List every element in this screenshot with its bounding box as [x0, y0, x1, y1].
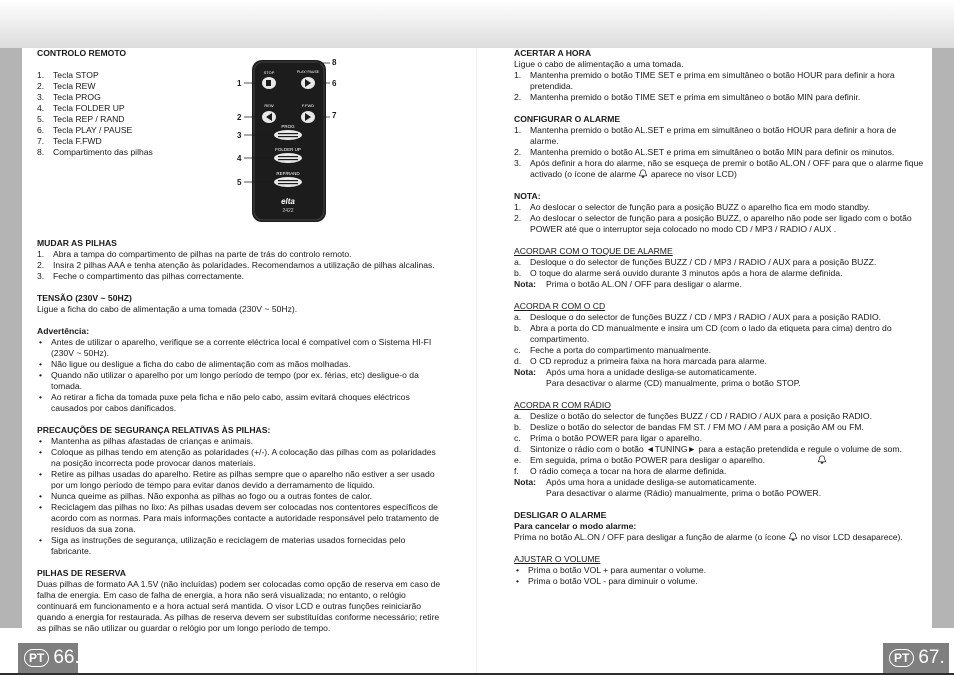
callout-1: 1 [237, 79, 242, 88]
list-item: b. O toque do alarme será ouvido durante 3 minutos após a hora de alarme definida. [514, 268, 843, 278]
time-title: ACERTAR A HORA [514, 48, 592, 58]
list-item: • Quando não utilizar o aparelho por um longo período de tempo (por ex. férias, etc) desligue-o da tomada. [39, 370, 419, 391]
safety-title: PRECAUÇÕES DE SEGURANÇA RELATIVAS ÀS PILHAS: [37, 425, 271, 435]
folder-key-label: FOLDER UP [275, 147, 301, 152]
list-item: 1. Mantenha premido o botão TIME SET e prima em simultâneo o botão HOUR para definir a hora pretendida. [514, 70, 895, 91]
buzz-note: Nota: Prima o botão AL.ON / OFF para desligar o alarme. [514, 279, 742, 289]
right-page-content [514, 48, 924, 587]
stop-key-label: STOP [263, 70, 275, 75]
callout-7: 7 [332, 111, 337, 120]
batteries-list [37, 249, 447, 282]
list-item: 3. Após definir a hora do alarme, não se esqueça de premir o botão AL.ON / OFF para que o alarme fique activado (o ícone de alarme aparece no visor LCD) [514, 158, 924, 179]
voltage-title: TENSÃO (230V ~ 50HZ) [37, 293, 132, 303]
list-item: • Nunca queime as pilhas. Não exponha as pilhas ao fogo ou a outras fontes de calor. [39, 491, 373, 501]
radio-list [514, 411, 924, 477]
note-title: NOTA: [514, 191, 541, 201]
list-item: b. Deslize o botão do selector de bandas FM ST. / FM MO / AM para a posição AM ou FM. [514, 422, 864, 432]
list-item: 4. Tecla FOLDER UP [37, 103, 125, 113]
note-list [514, 202, 924, 235]
voltage-text: Ligue a ficha do cabo de alimentação a uma tomada (230V ~ 50Hz). [37, 304, 298, 314]
alarm-bell-icon [788, 532, 798, 541]
vol-list [514, 565, 924, 587]
list-item: a. Desloque o do selector de funções BUZZ / CD / MP3 / RADIO / AUX para a posição RADIO. [514, 312, 882, 322]
list-item: 1. Tecla STOP [37, 70, 99, 80]
right-margin-bar [932, 48, 954, 628]
list-item: • Prima o botão VOL + para aumentar o volume. [516, 565, 707, 575]
remote-control-illustration [230, 52, 350, 230]
header-band [0, 0, 954, 48]
list-item: d. Sintonize o rádio com o botão ◄TUNING► para a estação pretendida e regule o volume de som. [514, 444, 902, 454]
off-title: DESLIGAR O ALARME [514, 510, 607, 520]
list-item: • Mantenha as pilhas afastadas de crianças e animais. [39, 436, 254, 446]
list-item: 3. Feche o compartimento das pilhas correctamente. [37, 271, 245, 281]
time-list [514, 70, 924, 103]
list-item: • Não ligue ou desligue a ficha do cabo de alimentação com as mãos molhadas. [39, 359, 351, 369]
list-item: 5. Tecla REP / RAND [37, 114, 125, 124]
list-item: b. Abra a porta do CD manualmente e insira um CD (com o lado da etiqueta para cima) dentro do compartimento. [514, 323, 892, 344]
left-margin-bar [0, 48, 22, 628]
language-badge: PT [889, 649, 914, 667]
cd-note: Nota: Após uma hora a unidade desliga-se automaticamente. Para desactivar o alarme (CD) manualmente, prima o botão STOP. [514, 367, 801, 388]
list-item: 7. Tecla F.FWD [37, 136, 102, 146]
page-number-left [18, 643, 78, 673]
list-item: 2. Mantenha premido o botão AL.SET e prima em simultâneo o botão MIN para definir os minutos. [514, 147, 895, 157]
list-item: 3. Tecla PROG [37, 92, 101, 102]
off-subtitle: Para cancelar o modo alarme: [514, 521, 637, 531]
list-item: e. Em seguida, prima o botão POWER para desligar o aparelho. [514, 455, 924, 466]
warning-title: Advertência: [37, 326, 90, 336]
radio-note: Nota: Após uma hora a unidade desliga-se automaticamente. Para desactivar o alarme (Rádio) manualmente, prima o botão POWER. [514, 477, 822, 498]
list-item: d. O CD reproduz a primeira faixa na hora marcada para alarme. [514, 356, 767, 366]
callout-4: 4 [237, 154, 242, 163]
backup-title: PILHAS DE RESERVA [37, 568, 126, 578]
ffwd-key-label: F.FWD [301, 103, 315, 108]
alarm-title: CONFIGURAR O ALARME [514, 114, 621, 124]
page-number: 67. [918, 647, 945, 668]
list-item: 1. Abra a tampa do compartimento de pilhas na parte de trás do controlo remoto. [37, 249, 352, 259]
list-item: 2. Insira 2 pilhas AAA e tenha atenção às polaridades. Recomendamos a utilização de pilhas alcalinas. [37, 260, 435, 270]
buzz-title: ACORDAR COM O TOQUE DE ALARME [514, 246, 673, 256]
list-item: • Reciclagem das pilhas no lixo: As pilhas usadas devem ser colocadas nos contentores específicos de acordo com as normas. Para mais informações contacte a autoridade responsável pelo tratamento de resíduos da sua zona. [39, 502, 439, 534]
list-item: 2. Ao deslocar o selector de função para a posição BUZZ, o aparelho não pode ser ligado com o botão POWER até que o interruptor seja colocado no modo CD / MP3 / RADIO / AUX . [514, 213, 912, 234]
callout-8: 8 [332, 58, 337, 67]
alarm-bell-icon [817, 455, 827, 464]
list-item: f. O rádio começa a tocar na hora de alarme definida. [514, 466, 727, 476]
list-item: 6. Tecla PLAY / PAUSE [37, 125, 133, 135]
cd-title: ACORDA R COM O CD [514, 301, 606, 311]
remote-title: CONTROLO REMOTO [37, 48, 127, 58]
list-item: • Retire as pilhas usadas do aparelho. Retire as pilhas sempre que o aparelho não estiver a ser usado por um longo período de tempo para evitar danos devido a derramamento de líquido. [39, 469, 435, 490]
page-number-right [883, 643, 949, 673]
list-item: a. Desloque o do selector de funções BUZZ / CD / MP3 / RADIO / AUX para a posição BUZZ. [514, 257, 877, 267]
list-item: • Prima o botão VOL - para diminuir o volume. [516, 576, 698, 586]
list-item: • Ao retirar a ficha da tomada puxe pela ficha e não pelo cabo, assim evitará choques eléctricos causados por cabos danificados. [39, 392, 410, 413]
language-badge: PT [24, 649, 49, 667]
play-key-label: PLAY/ PAUSE [296, 70, 320, 74]
list-item: • Antes de utilizar o aparelho, verifique se a corrente eléctrica local é compatível com o Sistema HI-FI (230V ~ 50Hz). [39, 337, 432, 358]
alarm-list [514, 125, 924, 180]
prog-key-label: PROG [281, 124, 295, 129]
page-gutter [476, 48, 477, 675]
backup-text: Duas pilhas de formato AA 1.5V (não incluídas) podem ser colocadas como opção de reserva em caso de falha de energia. Em caso de falha de energia, a hora não será visualizada; no entanto, o relógio continuará em funcionamento e a hora actual será mantida. O visor LCD e outras funções reiniciarão quando a energia for restaurada. As pilhas de reserva devem ser substituídas conforme necessário; retire as pilhas se não utilizar ou guardar o relógio por um longo período de tempo. [37, 579, 441, 633]
list-item: 2. Tecla REW [37, 81, 96, 91]
page-number: 66. [53, 647, 80, 668]
rep-key-label: REP/RAND [276, 171, 300, 176]
buzz-list [514, 257, 924, 279]
callout-6: 6 [332, 79, 337, 88]
alarm-bell-icon [638, 169, 648, 178]
safety-list [37, 436, 447, 557]
callout-5: 5 [237, 178, 242, 187]
off-text: Prima no botão AL.ON / OFF para desligar a função de alarme (o ícone no visor LCD desaparece). [514, 532, 903, 542]
list-item: 1. Ao deslocar o selector de função para a posição BUZZ o aparelho fica em modo standby. [514, 202, 870, 212]
batteries-title: MUDAR AS PILHAS [37, 238, 117, 248]
callout-3: 3 [237, 131, 242, 140]
brand-logo: elta [281, 197, 295, 206]
callout-2: 2 [237, 113, 242, 122]
model-label: 2422 [282, 208, 294, 214]
warning-list [37, 337, 447, 414]
list-item: c. Prima o botão POWER para ligar o aparelho. [514, 433, 702, 443]
list-item: • Siga as instruções de segurança, utilização e reciclagem de materias usados fornecidas pelo fabricante. [39, 535, 406, 556]
list-item: 2. Mantenha premido o botão TIME SET e prima em simultâneo o botão MIN para definir. [514, 92, 861, 102]
list-item: c. Feche a porta do compartimento manualmente. [514, 345, 712, 355]
rew-key-label: REW [264, 103, 274, 108]
time-intro: Ligue o cabo de alimentação a uma tomada. [514, 59, 684, 69]
list-item: 8. Compartimento das pilhas [37, 147, 153, 157]
list-item: a. Deslize o botão do selector de funções BUZZ / CD / RADIO / AUX para a posição RADIO. [514, 411, 872, 421]
list-item: • Coloque as pilhas tendo em atenção as polaridades (+/-). A colocação das pilhas com as polaridades na posição incorrecta pode provocar danos materiais. [39, 447, 436, 468]
cd-list [514, 312, 924, 367]
radio-title: ACORDA R COM RÁDIO [514, 400, 611, 410]
vol-title: AJUSTAR O VOLUME [514, 554, 601, 564]
list-item: 1. Mantenha premido o botão AL.SET e prima em simultâneo o botão HOUR para definir a hora de alarme. [514, 125, 897, 146]
